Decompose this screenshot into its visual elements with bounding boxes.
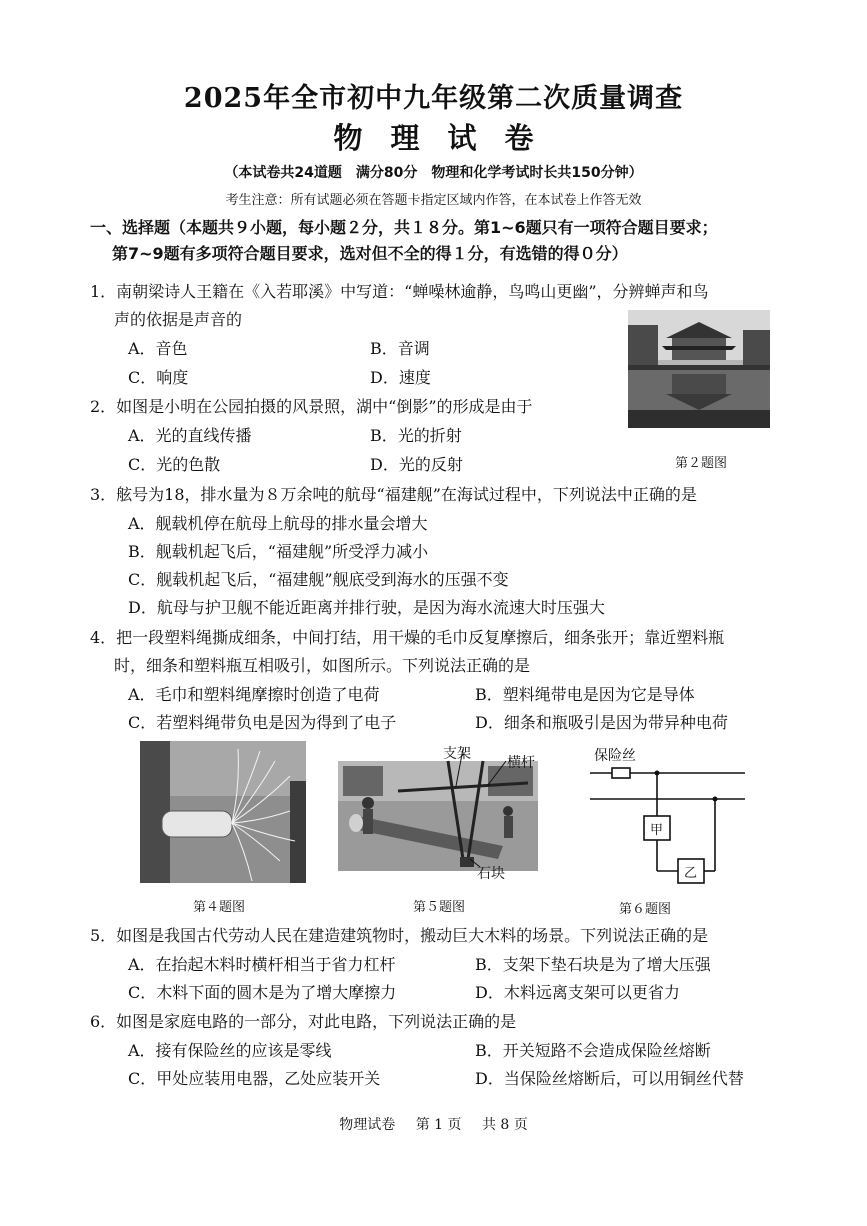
q4-option-d: D．细条和瓶吸引是因为带异种电荷 <box>475 713 728 732</box>
q4-option-b: B．塑料绳带电是因为它是导体 <box>475 685 695 704</box>
q6-stem: 6．如图是家庭电路的一部分，对此电路，下列说法正确的是 <box>90 1012 517 1031</box>
q1-option-d: D．速度 <box>370 368 431 387</box>
figure-4-photo <box>140 741 306 883</box>
q2-option-c: C．光的色散 <box>128 455 221 474</box>
page-footer <box>0 1114 867 1134</box>
q5-option-b: B．支架下垫石块是为了增大压强 <box>475 955 711 974</box>
subject-char: 理 <box>390 121 420 155</box>
q5-stem: 5．如图是我国古代劳动人民在建造建筑物时，搬动巨大木料的场景。下列说法正确的是 <box>90 926 709 945</box>
q2-stem: 2．如图是小明在公园拍摄的风景照，湖中“倒影”的形成是由于 <box>90 397 533 416</box>
subject-char: 物 <box>333 121 363 155</box>
q6-option-b: B．开关短路不会造成保险丝熔断 <box>475 1041 711 1060</box>
figure-5-label-lever: 横杆 <box>507 755 535 771</box>
q3-option-c: C．舰载机起飞后，“福建舰”舰底受到海水的压强不变 <box>128 570 509 589</box>
q5-option-c: C．木料下面的圆木是为了增大摩擦力 <box>128 983 397 1002</box>
figure-2-caption: 第２题图 <box>675 456 728 471</box>
q4-stem-line1: 4．把一段塑料绳撕成细条，中间打结，用干燥的毛巾反复摩擦后，细条张开；靠近塑料瓶 <box>90 628 725 647</box>
subject-char: 试 <box>447 121 477 155</box>
figure-5-label-stone: 石块 <box>477 866 505 882</box>
section-heading-line2: 第7~9题有多项符合题目要求，选对但不全的得１分，有选错的得０分） <box>112 244 628 263</box>
q6-option-a: A．接有保险丝的应该是零线 <box>128 1041 332 1060</box>
q1-stem-line2: 声的依据是声音的 <box>114 310 243 329</box>
q5-option-d: D．木料远离支架可以更省力 <box>475 983 680 1002</box>
figure-6-label-fuse: 保险丝 <box>594 748 636 764</box>
q2-option-b: B．光的折射 <box>370 426 462 445</box>
figure-6-label-yi: 乙 <box>684 866 698 881</box>
figure-6-label-jia: 甲 <box>650 823 664 838</box>
footer-subject: 物理试卷 <box>339 1117 396 1133</box>
q3-option-a: A．舰载机停在航母上航母的排水量会增大 <box>128 514 428 533</box>
exam-title: 2025年全市初中九年级第二次质量调查 <box>183 83 684 114</box>
footer-total: 共 8 页 <box>481 1117 528 1133</box>
q3-option-b: B．舰载机起飞后，“福建舰”所受浮力减小 <box>128 542 429 561</box>
footer-page: 第 1 页 <box>415 1117 462 1133</box>
q3-stem: 3．舷号为18，排水量为８万余吨的航母“福建舰”在海试过程中，下列说法中正确的是 <box>90 485 697 504</box>
q5-option-a: A．在抬起木料时横杆相当于省力杠杆 <box>128 955 396 974</box>
q1-option-b: B．音调 <box>370 339 430 358</box>
figure-2-photo <box>628 310 770 428</box>
q6-option-c: C．甲处应装用电器，乙处应装开关 <box>128 1069 381 1088</box>
subject-title <box>0 116 867 157</box>
q4-option-c: C．若塑料绳带负电是因为得到了电子 <box>128 713 397 732</box>
q1-option-c: C．响度 <box>128 368 189 387</box>
q1-stem-line1: 1．南朝梁诗人王籍在《入若耶溪》中写道：“蝉噪林逾静，鸟鸣山更幽”，分辨蝉声和鸟 <box>90 282 709 301</box>
q4-option-a: A．毛巾和塑料绳摩擦时创造了电荷 <box>128 685 380 704</box>
q3-option-d: D．航母与护卫舰不能近距离并排行驶，是因为海水流速大时压强大 <box>128 598 605 617</box>
section-heading-line1: 一、选择题（本题共９小题，每小题２分，共１８分。第1~6题只有一项符合题目要求； <box>90 218 718 237</box>
q2-option-a: A．光的直线传播 <box>128 426 252 445</box>
q4-stem-line2: 时，细条和塑料瓶互相吸引，如图所示。下列说法正确的是 <box>114 656 531 675</box>
figure-5-label-support: 支架 <box>443 746 471 762</box>
q6-option-d: D．当保险丝熔断后，可以用铜丝代替 <box>475 1069 744 1088</box>
subject-char: 卷 <box>504 121 534 155</box>
q1-option-a: A．音色 <box>128 339 188 358</box>
q2-option-d: D．光的反射 <box>370 455 463 474</box>
figure-6-caption: 第６题图 <box>619 902 672 917</box>
figure-4-caption: 第４题图 <box>193 900 246 915</box>
figure-5-caption: 第５题图 <box>413 900 466 915</box>
exam-notice: 考生注意：所有试题必须在答题卡指定区域内作答，在本试卷上作答无效 <box>225 193 642 208</box>
exam-info: （本试卷共24道题 满分80分 物理和化学考试时长共150分钟） <box>224 165 643 181</box>
